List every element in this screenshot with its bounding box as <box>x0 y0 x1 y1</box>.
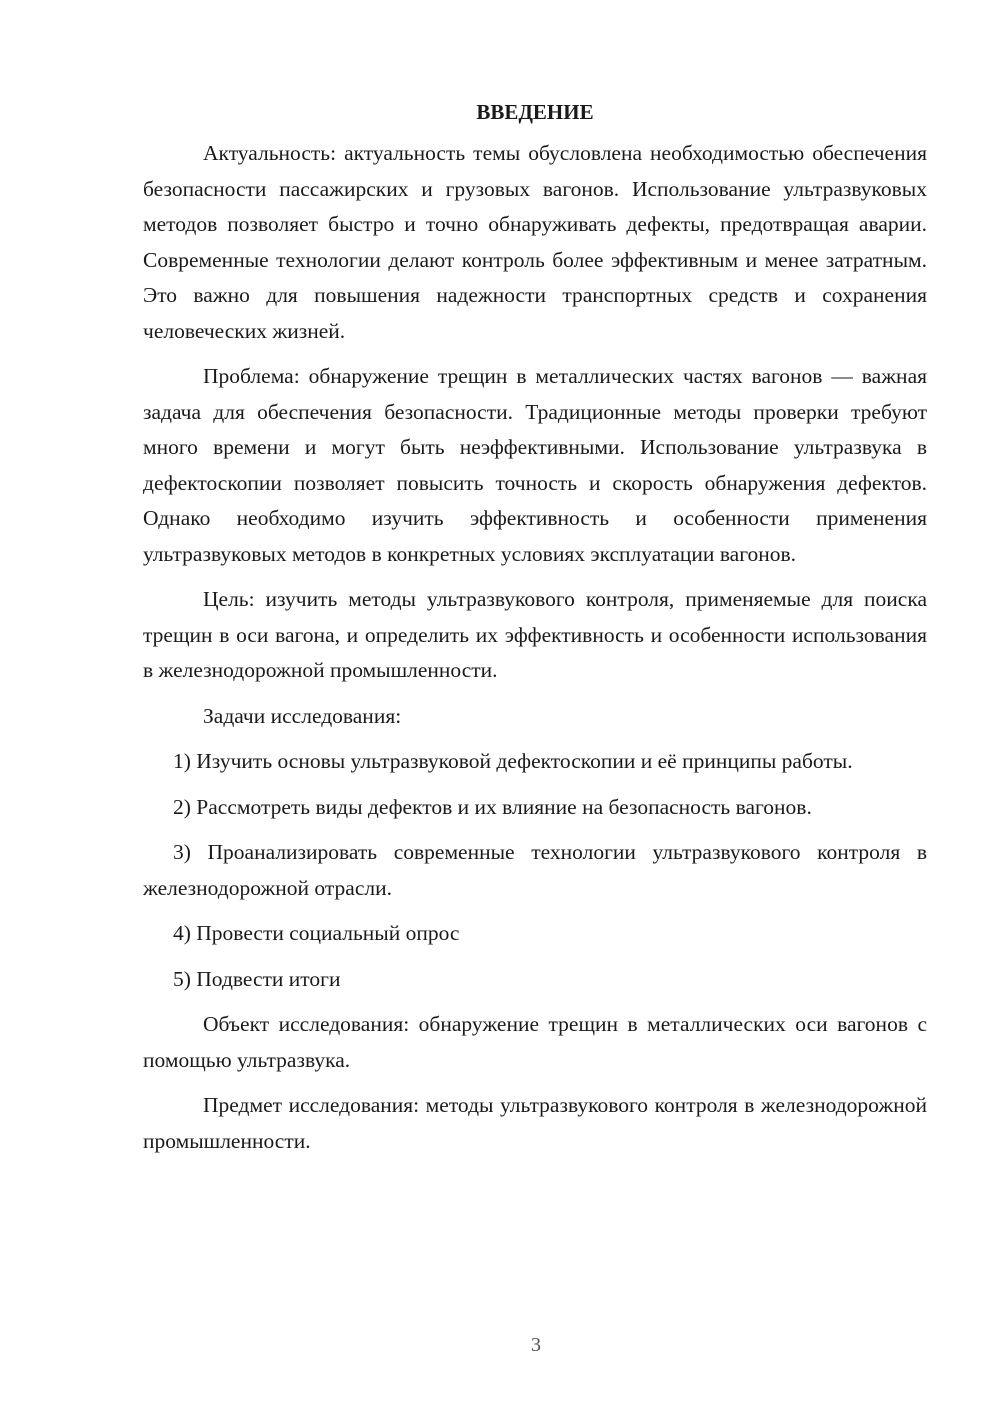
task-item-3: 3) Проанализировать современные технологии ультразвукового контроля в железнодорожной отрасли. <box>143 840 927 900</box>
paragraph-relevance: Актуальность: актуальность темы обусловлена необходимостью обеспечения безопасности пассажирских и грузовых вагонов. Использование ультразвуковых методов позволяет быстро и точно обнаруживать дефекты, предотвращая аварии. Современные технологии делают контроль более эффективным и менее затратным. Это важно для повышения надежности транспортных средств и сохранения человеческих жизней. <box>143 141 927 343</box>
page-title: ВВЕДЕНИЕ <box>476 100 594 124</box>
paragraph-tasks-heading: Задачи исследования: <box>203 703 402 728</box>
page-content <box>143 96 927 1169</box>
task-item-2: 2) Рассмотреть виды дефектов и их влияние на безопасность вагонов. <box>173 794 812 819</box>
paragraph-subject: Предмет исследования: методы ультразвукового контроля в железнодорожной промышленности. <box>143 1093 927 1153</box>
page-number: 3 <box>531 1334 541 1356</box>
task-item-5: 5) Подвести итоги <box>173 966 341 991</box>
task-item-1: 1) Изучить основы ультразвуковой дефектоскопии и её принципы работы. <box>173 749 853 773</box>
paragraph-goal: Цель: изучить методы ультразвукового контроля, применяемые для поиска трещин в оси вагона, и определить их эффективность и особенности использования в железнодорожной промышленности. <box>143 587 927 682</box>
task-item-4: 4) Провести социальный опрос <box>173 921 460 945</box>
paragraph-object: Объект исследования: обнаружение трещин в металлических оси вагонов с помощью ультразвука. <box>143 1012 927 1072</box>
paragraph-problem: Проблема: обнаружение трещин в металлических частях вагонов — важная задача для обеспечения безопасности. Традиционные методы проверки требуют много времени и могут быть неэффективными. Использование ультразвука в дефектоскопии позволяет повысить точность и скорость обнаружения дефектов. Однако необходимо изучить эффективность и особенности применения ультразвуковых методов в конкретных условиях эксплуатации вагонов. <box>143 364 927 566</box>
